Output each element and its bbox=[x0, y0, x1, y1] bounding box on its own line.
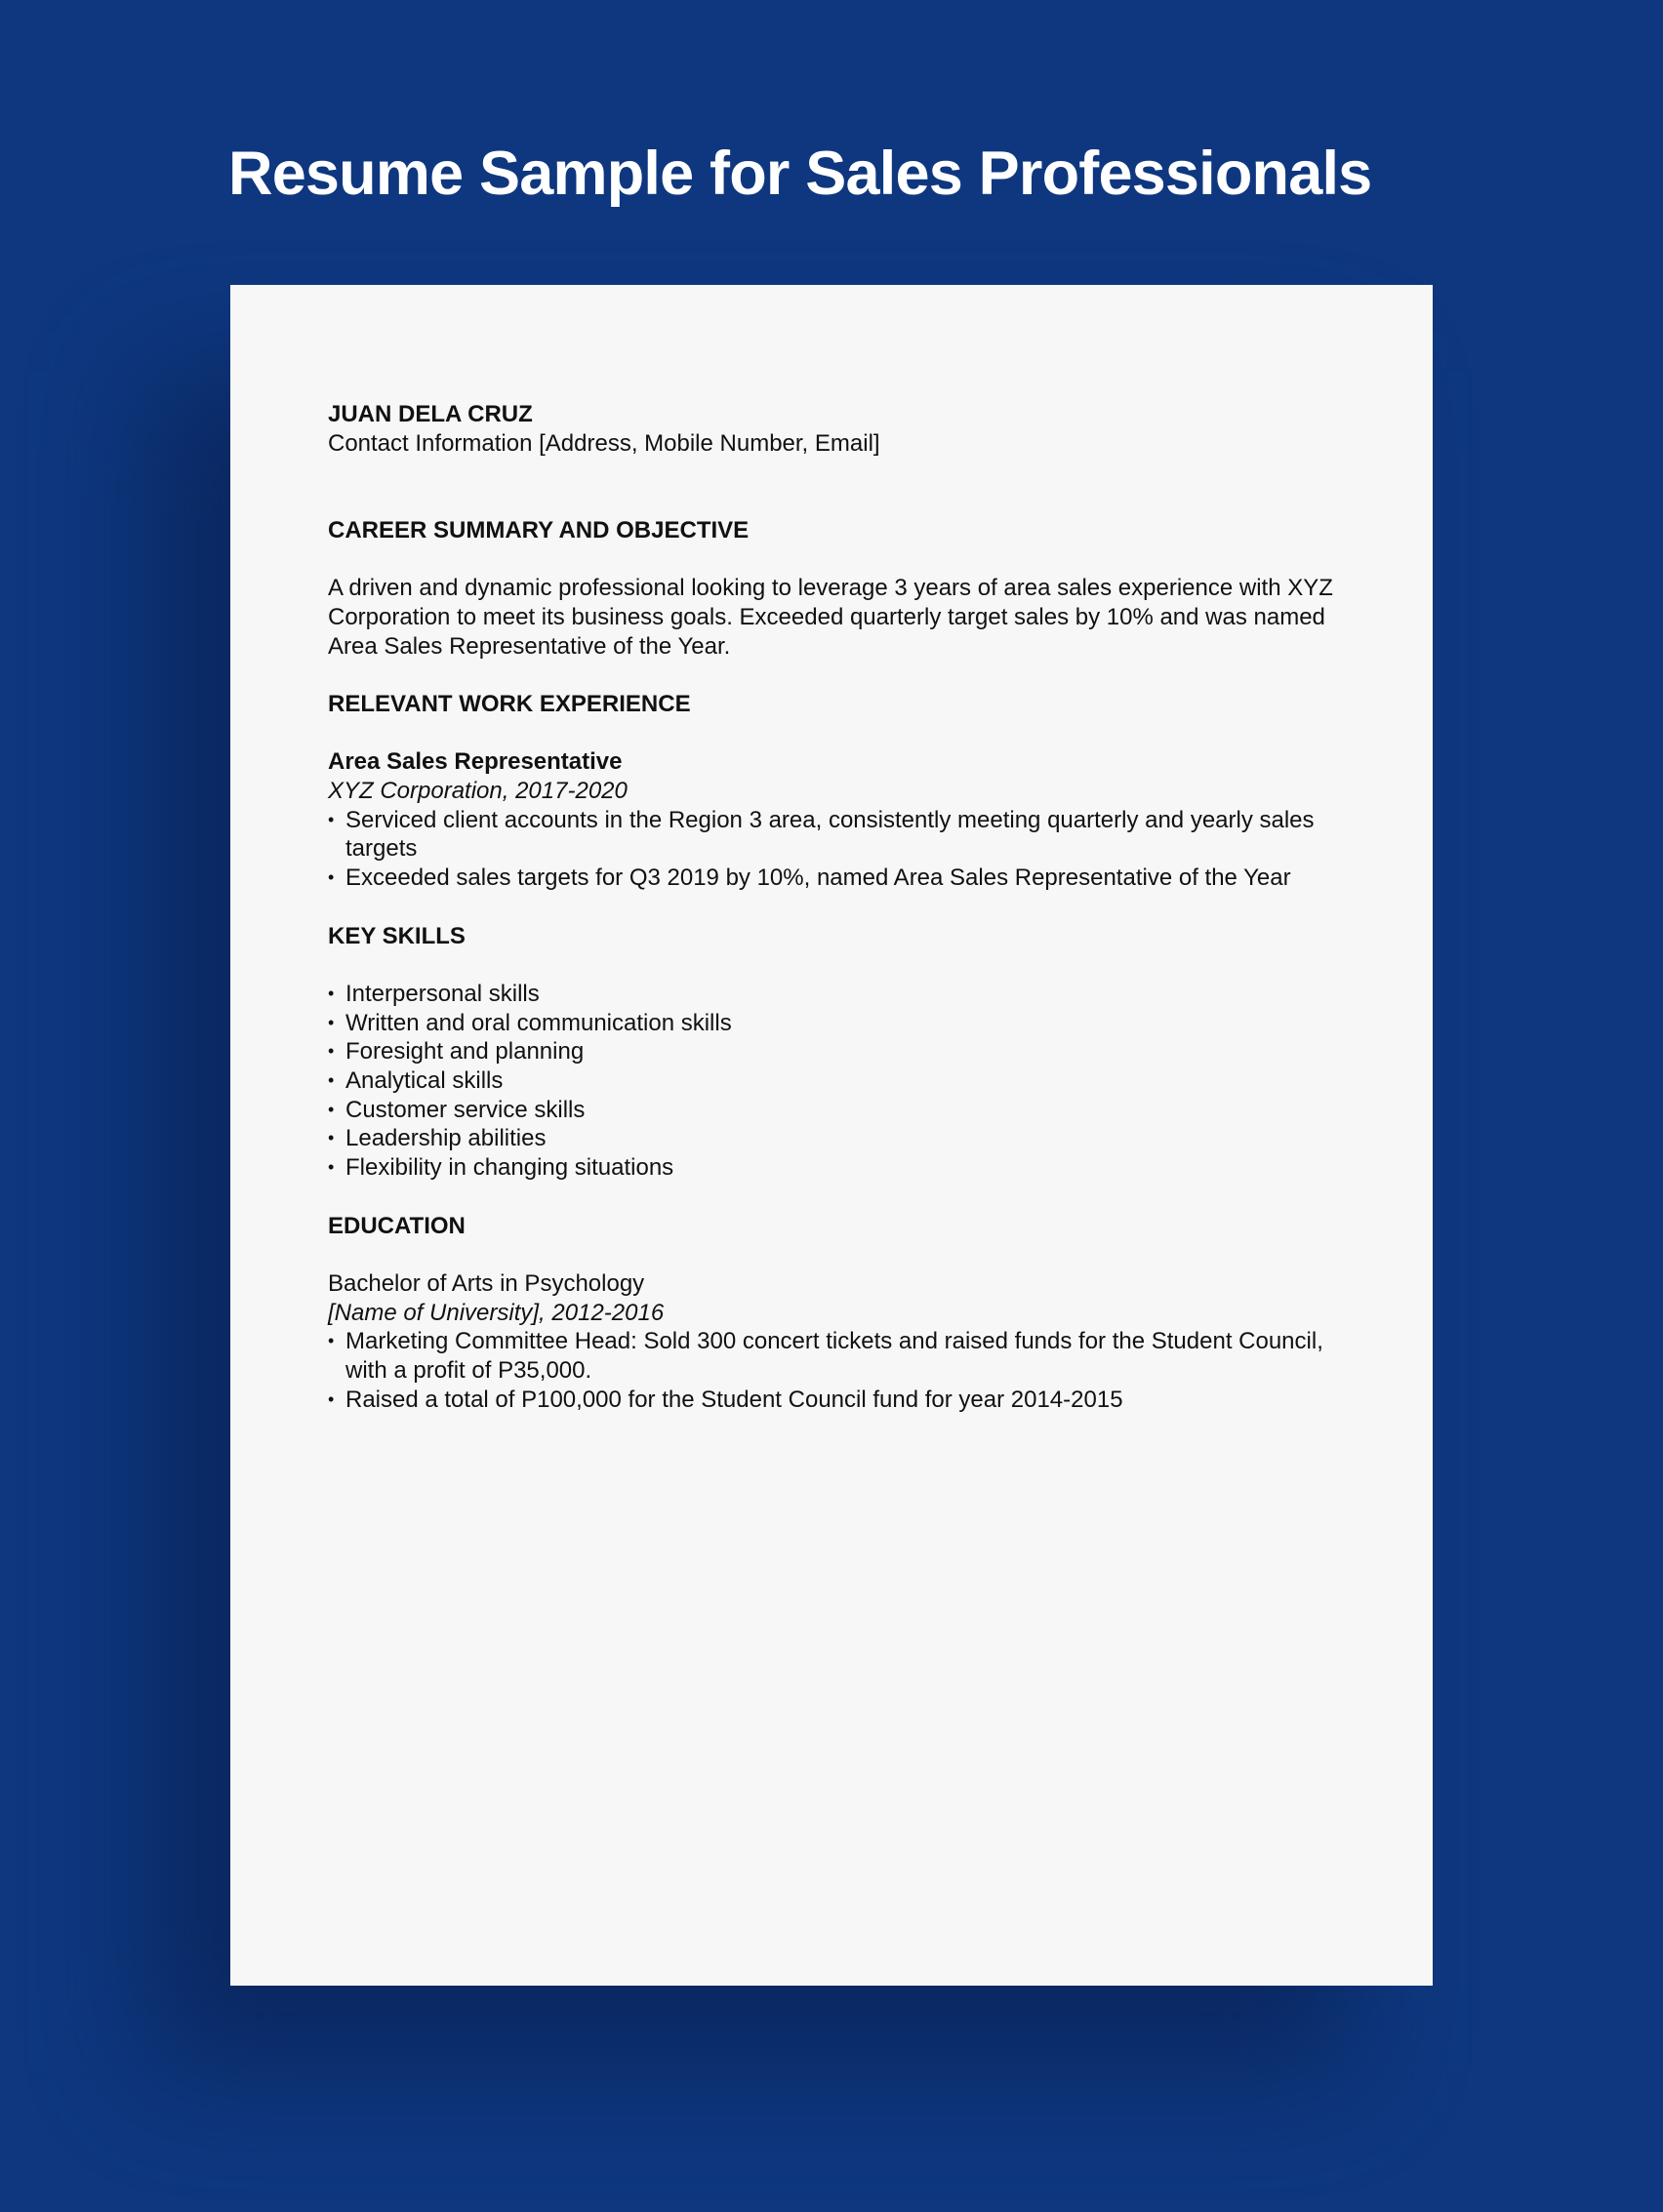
list-item: • Flexibility in changing situations bbox=[328, 1154, 674, 1182]
bullet-icon: • bbox=[328, 809, 335, 829]
bullet-icon: • bbox=[328, 867, 335, 888]
list-item: • Exceeded sales targets for Q3 2019 by 10%, named Area Sales Representative of the Year bbox=[328, 865, 1291, 892]
list-item: • Leadership abilities bbox=[328, 1125, 547, 1152]
resume-document bbox=[230, 285, 1433, 1986]
bullet-icon: • bbox=[328, 1331, 335, 1351]
education-bullets bbox=[328, 1327, 1335, 1414]
job-bullets bbox=[328, 806, 1335, 893]
bullet-icon: • bbox=[328, 1041, 335, 1062]
bullet-icon: • bbox=[328, 1157, 335, 1178]
bullet-icon: • bbox=[328, 1012, 335, 1032]
bullet-icon: • bbox=[328, 983, 335, 1003]
bullet-icon: • bbox=[328, 1099, 335, 1119]
contact-information: Contact Information [Address, Mobile Number, Email] bbox=[328, 429, 880, 457]
key-skills-section bbox=[328, 922, 1335, 1183]
education-section bbox=[328, 1212, 1335, 1415]
job-entry bbox=[328, 747, 1335, 893]
resume-header bbox=[328, 400, 1335, 458]
list-item: • Interpersonal skills bbox=[328, 980, 540, 1007]
list-item: • Customer service skills bbox=[328, 1096, 586, 1123]
section-heading: EDUCATION bbox=[328, 1212, 466, 1239]
list-item: • Serviced client accounts in the Region 3 area, consistently meeting quarterly and yearly sales targets bbox=[328, 806, 1315, 863]
work-experience-section bbox=[328, 690, 1335, 893]
list-item: • Marketing Committee Head: Sold 300 concert tickets and raised funds for the Student Council, with a profit of P35,000. bbox=[328, 1328, 1323, 1385]
job-company-dates: XYZ Corporation, 2017-2020 bbox=[328, 778, 628, 805]
list-item: • Written and oral communication skills bbox=[328, 1009, 732, 1036]
section-heading: CAREER SUMMARY AND OBJECTIVE bbox=[328, 516, 750, 543]
section-heading: KEY SKILLS bbox=[328, 922, 466, 949]
school-dates: [Name of University], 2012-2016 bbox=[328, 1299, 665, 1326]
degree: Bachelor of Arts in Psychology bbox=[328, 1269, 645, 1297]
applicant-name: JUAN DELA CRUZ bbox=[328, 401, 533, 427]
skills-list bbox=[328, 980, 1335, 1183]
bullet-icon: • bbox=[328, 1388, 335, 1409]
page-title: Resume Sample for Sales Professionals bbox=[228, 140, 1372, 208]
section-heading: RELEVANT WORK EXPERIENCE bbox=[328, 690, 691, 717]
career-summary-text: A driven and dynamic professional looking to leverage 3 years of area sales experience with XYZ Corporation to meet its business goals. Exceeded quarterly target sales by 10% and was named Area Sales Representative of the Year. bbox=[328, 575, 1333, 660]
career-summary-section bbox=[328, 516, 1335, 662]
list-item: • Raised a total of P100,000 for the Student Council fund for year 2014-2015 bbox=[328, 1386, 1123, 1413]
list-item: • Analytical skills bbox=[328, 1067, 504, 1095]
bullet-icon: • bbox=[328, 1070, 335, 1091]
bullet-icon: • bbox=[328, 1128, 335, 1148]
job-title: Area Sales Representative bbox=[328, 748, 623, 776]
list-item: • Foresight and planning bbox=[328, 1038, 585, 1066]
